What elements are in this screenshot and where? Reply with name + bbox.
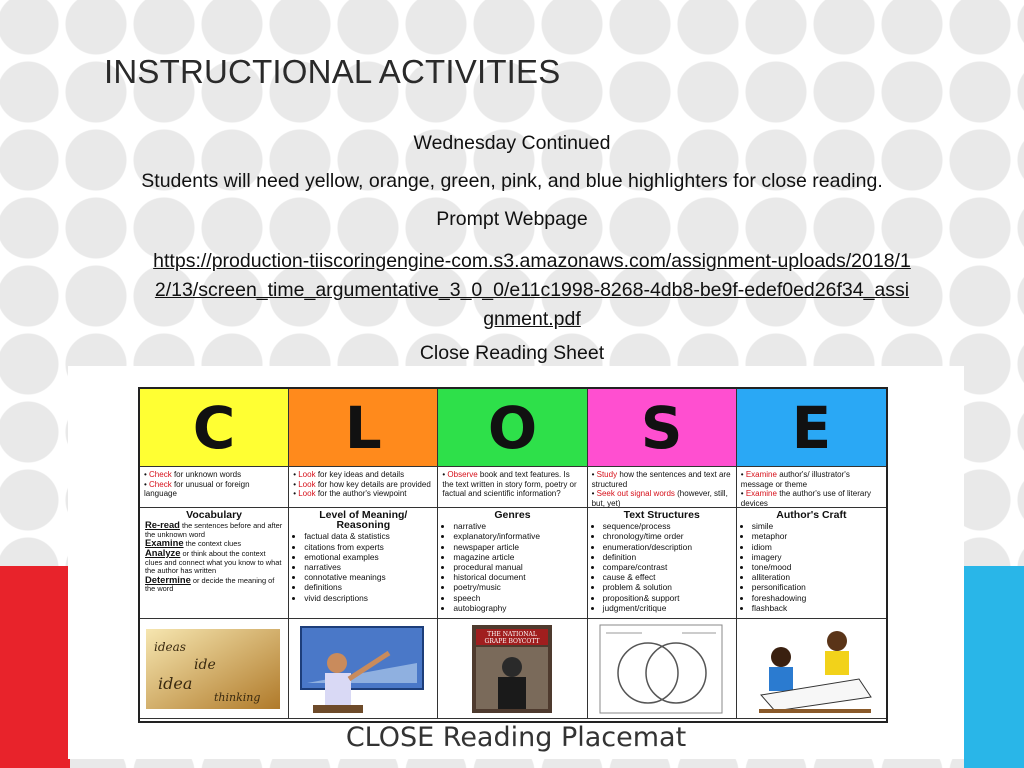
section-authors-craft <box>737 508 886 619</box>
list-item: • personification <box>752 582 881 592</box>
list-item: • judgment/critique <box>603 603 731 613</box>
blue-accent-band <box>964 566 1024 768</box>
list-item: • chronology/time order <box>603 531 731 541</box>
close-reading-sheet-label: Close Reading Sheet <box>419 342 605 364</box>
list-item: • narratives <box>304 562 432 572</box>
tips-c: • Check for unknown words • Check for unusual or foreign language <box>140 467 289 508</box>
red-accent-band <box>0 566 70 768</box>
section-vocabulary: Vocabulary Re-read the sentences before and after the unknown word Examine the context clues Analyze or think about the context clues and connect what you know to what the author has written Determine or decide the meaning of the word <box>140 508 289 619</box>
list-item: • definition <box>603 552 731 562</box>
list-item: • procedural manual <box>453 562 581 572</box>
list-item: • poetry/music <box>453 582 581 592</box>
tips-e: • Examine author's/ illustrator's message or theme • Examine the author's use of literary devices <box>737 467 886 508</box>
tips-o: • Observe book and text features. Is the text written in story form, poetry or factual and scientific information? <box>438 467 587 508</box>
list-item: • metaphor <box>752 531 881 541</box>
slide-title: INSTRUCTIONAL ACTIVITIES <box>104 53 561 90</box>
section-title: Text Structures <box>623 509 700 521</box>
list-item: • narrative <box>453 521 581 531</box>
section-genres <box>438 508 587 619</box>
list-item: • citations from experts <box>304 542 432 552</box>
list-item: • historical document <box>453 572 581 582</box>
section-title: Level of Meaning/ Reasoning <box>319 509 408 532</box>
close-placemat-grid <box>138 387 888 723</box>
students-reading-image <box>737 619 886 719</box>
placemat-caption: CLOSE Reading Placemat <box>345 722 687 753</box>
list-item: • cause & effect <box>603 572 731 582</box>
prompt-link[interactable]: https://production-tiiscoringengine-com.s3.amazonaws.com/assignment-uploads/2018/12/13/screen_time_argumentative_3_0_0/e11c1998-8268-4db8-be9f-edef0ed26f34_assignment.pdf <box>153 250 911 330</box>
letter-o: O <box>438 389 587 467</box>
venn-diagram-image <box>588 619 737 719</box>
list-item: • newspaper article <box>453 542 581 552</box>
list-item: • idiom <box>752 542 881 552</box>
list-item: • magazine article <box>453 552 581 562</box>
teacher-pointing-image <box>289 619 438 719</box>
section-level-of-meaning <box>289 508 438 619</box>
letter-e: E <box>737 389 886 467</box>
list-item: • definitions <box>304 582 432 592</box>
list-item: • foreshadowing <box>752 593 881 603</box>
list-item: • compare/contrast <box>603 562 731 572</box>
dictionary-image <box>140 619 289 719</box>
slide-subtitle: Wednesday Continued <box>413 132 611 154</box>
list-item: • sequence/process <box>603 521 731 531</box>
list-item: • simile <box>752 521 881 531</box>
list-item: • factual data & statistics <box>304 531 432 541</box>
svg-text:idea: idea <box>158 674 193 693</box>
svg-text:ide: ide <box>194 657 216 673</box>
section-title: Genres <box>494 509 531 521</box>
list-item: • imagery <box>752 552 881 562</box>
svg-text:GRAPE BOYCOTT: GRAPE BOYCOTT <box>484 638 540 645</box>
list-item: • autobiography <box>453 603 581 613</box>
list-item: • flashback <box>752 603 881 613</box>
list-item: • tone/mood <box>752 562 881 572</box>
list-item: • proposition& support <box>603 593 731 603</box>
tips-s: • Study how the sentences and text are structured • Seek out signal words (however, still, but, yet) <box>588 467 737 508</box>
highlighter-instruction: Students will need yellow, orange, green, pink, and blue highlighters for close reading. <box>141 170 883 192</box>
section-title: Author's Craft <box>776 509 847 521</box>
list-item: • explanatory/informative <box>453 531 581 541</box>
svg-text:ideas: ideas <box>154 640 186 654</box>
list-item: • connotative meanings <box>304 572 432 582</box>
letter-c: C <box>140 389 289 467</box>
tips-l: • Look for key ideas and details • Look for how key details are provided • Look for the author's viewpoint <box>289 467 438 508</box>
list-item: • enumeration/description <box>603 542 731 552</box>
list-item: • vivid descriptions <box>304 593 432 603</box>
letter-s: S <box>588 389 737 467</box>
list-item: • emotional examples <box>304 552 432 562</box>
list-item: • speech <box>453 593 581 603</box>
svg-text:THE NATIONAL: THE NATIONAL <box>487 631 538 638</box>
section-text-structures <box>588 508 737 619</box>
prompt-label: Prompt Webpage <box>436 208 588 230</box>
letter-l: L <box>289 389 438 467</box>
list-item: • alliteration <box>752 572 881 582</box>
list-item: • problem & solution <box>603 582 731 592</box>
svg-text:thinking: thinking <box>214 691 261 704</box>
book-cover-image <box>438 619 587 719</box>
section-title: Vocabulary <box>186 509 242 521</box>
